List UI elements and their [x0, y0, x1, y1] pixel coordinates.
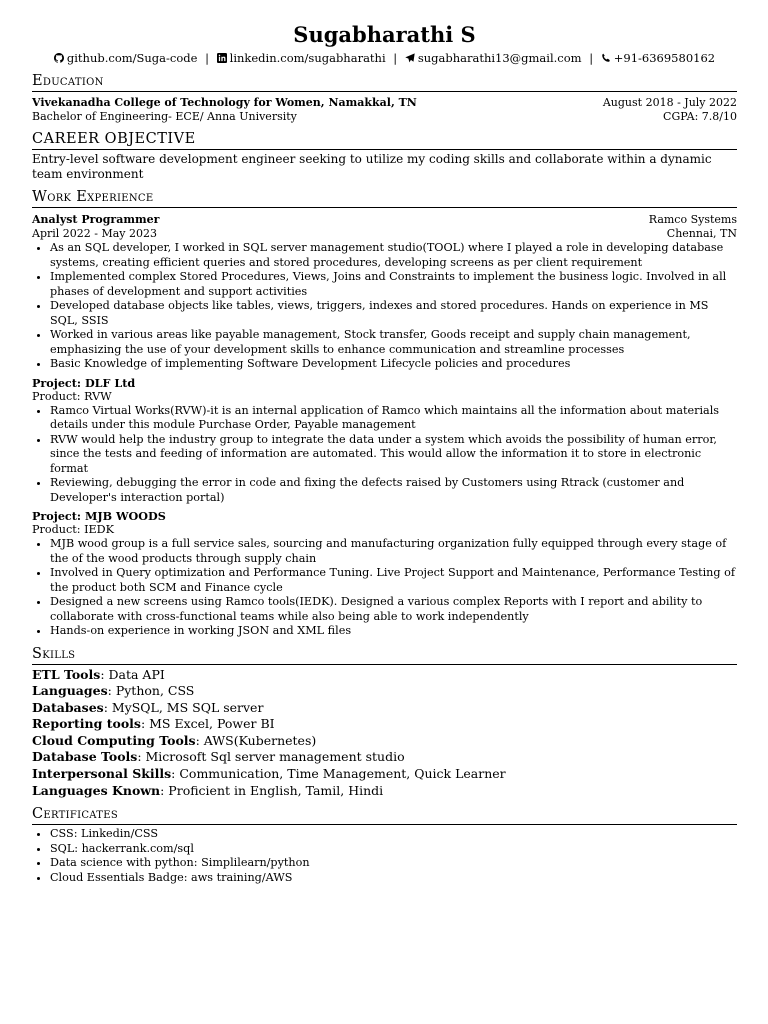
- list-item: • Developed database objects like tables, views, triggers, indexes and stored procedures. Hands on experience in MS SQL, SSIS: [50, 299, 737, 328]
- list-item: • Hands-on experience in working JSON and XML files: [50, 624, 737, 639]
- certificates-list: [32, 827, 737, 885]
- project-entry: [32, 376, 737, 404]
- skill-value: : Proficient in English, Tamil, Hindi: [160, 782, 384, 798]
- skill-value: : Data API: [100, 666, 165, 682]
- list-item: • Cloud Essentials Badge: aws training/AWS: [50, 871, 737, 886]
- education-heading: Education: [32, 72, 737, 92]
- list-item: • Ramco Virtual Works(RVW)-it is an internal application of Ramco which maintains all the information about materials details under this module Purchase Order, Payable management: [50, 404, 737, 433]
- skill-line: [32, 716, 737, 733]
- list-item: • MJB wood group is a full service sales, sourcing and manufacturing organization fully equipped through every stage of the of the wood products through supply chain: [50, 537, 737, 566]
- list-item: • Involved in Query optimization and Performance Tuning. Live Project Support and Maintenance, Performance Testing of the product both SCM and Finance cycle: [50, 566, 737, 595]
- skill-value: : Communication, Time Management, Quick Learner: [171, 766, 506, 782]
- skill-line: [32, 783, 737, 800]
- experience-heading: Work Experience: [32, 188, 737, 208]
- github-icon: [54, 51, 64, 61]
- project-bullets: [32, 404, 737, 506]
- project-product: Product: IEDK: [32, 523, 114, 536]
- list-item: • Basic Knowledge of implementing Software Development Lifecycle policies and procedures: [50, 357, 737, 372]
- skill-key: Databases: [32, 699, 104, 715]
- project-title: Project: DLF Ltd: [32, 375, 136, 390]
- skill-key: Languages Known: [32, 782, 161, 798]
- skill-key: Interpersonal Skills: [32, 766, 172, 782]
- list-item: • Data science with python: Simplilearn/python: [50, 856, 737, 871]
- list-item: • Reviewing, debugging the error in code and fixing the defects raised by Customers using Rtrack (customer and Developer's interaction portal): [50, 476, 737, 505]
- skills-list: [32, 667, 737, 800]
- project-product: Product: RVW: [32, 389, 112, 403]
- skill-value: : MS Excel, Power BI: [140, 716, 275, 732]
- skill-line: [32, 683, 737, 700]
- project-title: Project: MJB WOODS: [32, 509, 166, 523]
- contact-line: [32, 50, 737, 66]
- skill-key: ETL Tools: [32, 666, 101, 682]
- list-item: • Worked in various areas like payable management, Stock transfer, Goods receipt and supply chain management, emphasizing the use of your development skills to enhance communication and streamline processes: [50, 328, 737, 357]
- skill-key: Languages: [32, 683, 108, 699]
- skill-value: : MySQL, MS SQL server: [103, 699, 264, 715]
- skills-heading: Skills: [32, 645, 737, 665]
- degree: Bachelor of Engineering- ECE/ Anna University: [32, 110, 297, 123]
- project-entry: [32, 509, 737, 537]
- objective-heading: CAREER OBJECTIVE: [32, 130, 737, 150]
- skill-key: Database Tools: [32, 749, 138, 765]
- github-link[interactable]: github.com/Suga-code: [66, 51, 198, 65]
- list-item: • Designed a new screens using Ramco tools(IEDK). Designed a various complex Reports with I report and ability to collaborate with cross-functional teams while also being able to work independently: [50, 595, 737, 624]
- objective-text: Entry-level software development engineer seeking to utilize my coding skills and collaborate within a dynamic team environment: [32, 152, 712, 181]
- separator: |: [589, 51, 594, 65]
- phone-icon: [601, 51, 611, 61]
- skill-key: Reporting tools: [32, 716, 141, 732]
- skill-line: [32, 667, 737, 684]
- job-title: Analyst Programmer: [32, 213, 160, 226]
- skill-value: : Microsoft Sql server management studio: [137, 749, 405, 765]
- cgpa: CGPA: 7.8/10: [663, 110, 737, 123]
- education-entry: [32, 96, 737, 124]
- skill-line: [32, 733, 737, 750]
- skill-value: : AWS(Kubernetes): [195, 732, 317, 748]
- separator: |: [205, 51, 209, 65]
- email-link[interactable]: sugabharathi13@gmail.com: [417, 51, 582, 65]
- job-entry: [32, 213, 737, 241]
- job-location: Chennai, TN: [666, 227, 737, 240]
- project-bullets: [32, 537, 737, 639]
- list-item: • CSS: Linkedin/CSS: [50, 827, 737, 842]
- send-icon: [405, 51, 415, 61]
- list-item: • SQL: hackerrank.com/sql: [50, 842, 737, 857]
- resume-page: [32, 22, 737, 885]
- skill-line: [32, 749, 737, 766]
- job-bullets: [32, 241, 737, 372]
- list-item: • As an SQL developer, I worked in SQL server management studio(TOOL) where I played a role in developing database systems, creating efficient queries and stored procedures, developing screens as per client requirement: [50, 241, 737, 270]
- phone-number[interactable]: +91-6369580162: [613, 51, 716, 65]
- company: Ramco Systems: [648, 213, 737, 226]
- job-dates: April 2022 - May 2023: [32, 227, 158, 240]
- skill-key: Cloud Computing Tools: [32, 732, 196, 748]
- college-name: Vivekanadha College of Technology for Women, Namakkal, TN: [32, 96, 417, 109]
- education-dates: August 2018 - July 2022: [602, 96, 737, 109]
- linkedin-link[interactable]: linkedin.com/sugabharathi: [229, 51, 386, 65]
- list-item: • Implemented complex Stored Procedures, Views, Joins and Constraints to implement the business logic. Involved in all phases of development and support activities: [50, 270, 737, 299]
- linkedin-icon: [217, 51, 227, 61]
- skill-line: [32, 766, 737, 783]
- skill-line: [32, 700, 737, 717]
- separator: |: [393, 51, 398, 65]
- skill-value: : Python, CSS: [107, 683, 195, 699]
- list-item: • RVW would help the industry group to integrate the data under a system which avoids the possibility of human error, since the tests and feeding of information are automated. This would allow the information it to store in electronic format: [50, 433, 737, 477]
- candidate-name: Sugabharathi S: [293, 22, 476, 47]
- certificates-heading: Certificates: [32, 805, 737, 825]
